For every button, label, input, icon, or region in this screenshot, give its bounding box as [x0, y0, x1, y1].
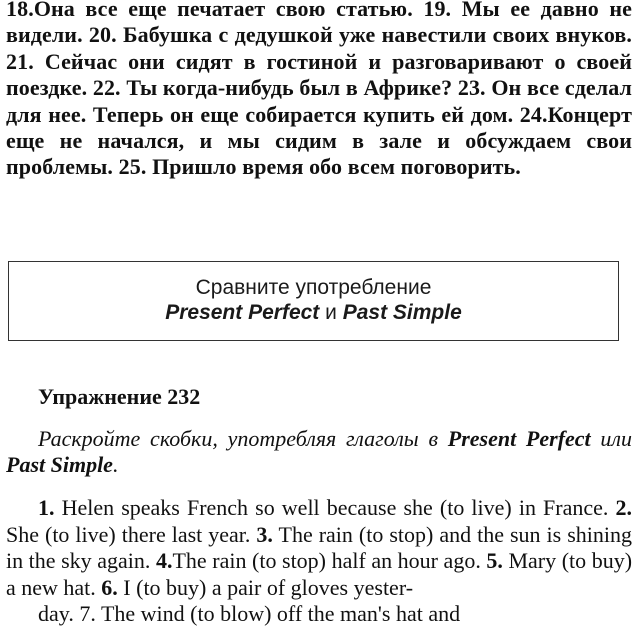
sentence-number: 19.	[423, 0, 452, 21]
item-text: The rain (to stop) half an hour ago.	[172, 548, 481, 573]
item-number: 3.	[256, 521, 273, 547]
sentence-text: Мы ее давно не видели.	[6, 0, 632, 48]
sentence-text: Сейчас они сидят в гостиной и разговаривают о своей поездке.	[6, 48, 632, 101]
compare-box-terms	[9, 300, 618, 325]
sentence-number: 23.	[457, 75, 486, 101]
item-number: 1.	[38, 495, 55, 520]
sentence-text: Он все сделал для нее. Теперь он еще собирается купить ей дом.	[6, 75, 632, 127]
sentence-text: Она все еще печатает свою статью.	[33, 0, 413, 21]
instruction-term: Past Simple	[6, 452, 113, 477]
term-present-perfect: Present Perfect	[165, 301, 320, 324]
item-number: 2.	[615, 495, 632, 520]
item-text: I (to buy) a pair of gloves yester-	[123, 574, 414, 600]
term-past-simple: Past Simple	[342, 301, 462, 324]
sentence-number: 21.	[6, 48, 34, 74]
item-text: The rain (to stop) and the sun is shining in the sky again.	[6, 521, 632, 573]
sentence-text: Пришло время обо всем поговорить.	[152, 154, 521, 180]
sentence-text: Концерт еще не начался, и мы сидим в зале и обсуждаем свои проблемы.	[6, 101, 632, 180]
exercise-heading: Упражнение 232	[38, 384, 201, 409]
sentence-number: 25.	[118, 154, 147, 180]
item-text: She (to live) there last year.	[6, 521, 251, 547]
compare-box	[8, 261, 619, 341]
exercise-instruction	[6, 426, 632, 478]
instruction-text: или	[600, 426, 633, 451]
sentence-text: Ты когда-нибудь был в Африке?	[126, 75, 453, 101]
sentence-number: 18.	[6, 0, 34, 21]
exercise-items	[6, 495, 633, 626]
item-text: Helen speaks French so well because she (to live) in France.	[61, 495, 609, 520]
sentence-number: 22.	[92, 75, 121, 101]
term-conjunction: и	[325, 301, 337, 324]
item-number: 5.	[486, 548, 503, 573]
instruction-text: .	[112, 452, 119, 477]
item-number: 6.	[101, 574, 118, 600]
instruction-term: Present Perfect	[447, 426, 591, 451]
item-text: Mary (to buy) a new hat.	[6, 548, 633, 600]
top-paragraph	[6, 0, 632, 181]
sentence-text: Бабушка с дедушкой уже навестили своих внуков.	[122, 22, 632, 48]
item-number: 4.	[155, 548, 173, 573]
sentence-number: 24.	[519, 101, 548, 127]
compare-box-title: Сравните употребление	[195, 276, 432, 299]
sentence-number: 20.	[88, 22, 117, 48]
instruction-text: Раскройте скобки, употребляя глаголы в	[38, 426, 438, 451]
cut-off-line: day. 7. The wind (to blow) off the man's hat and	[38, 601, 461, 626]
